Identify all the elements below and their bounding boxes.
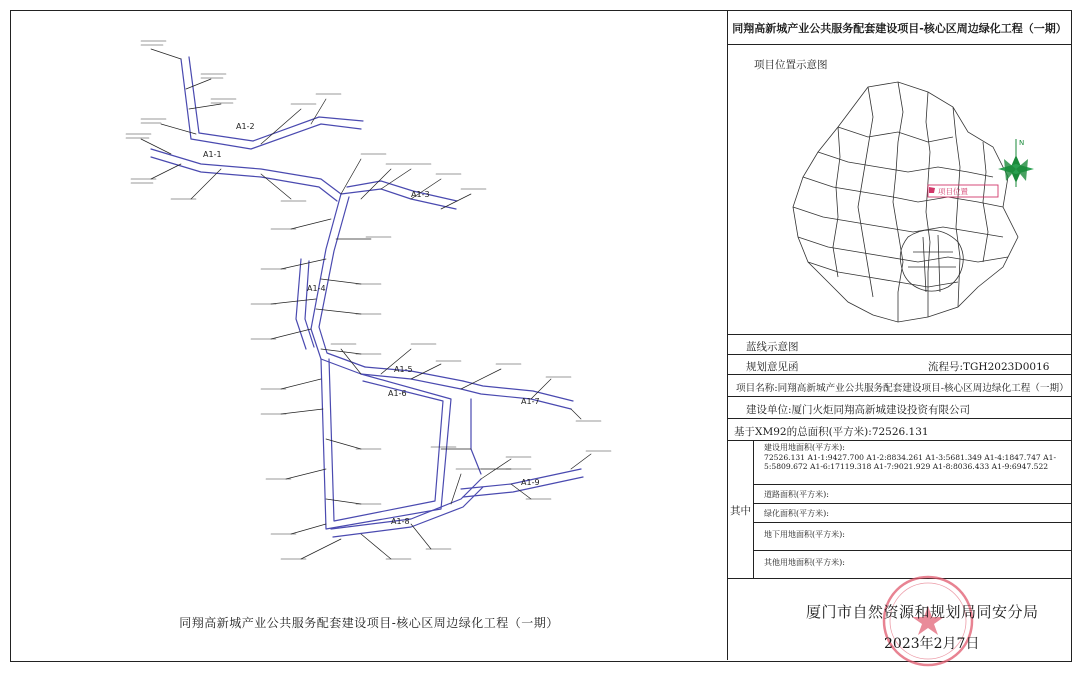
builder: 建设单位:厦门火炬同翔高新城建设投资有限公司 — [746, 404, 971, 416]
total-area-row — [728, 419, 1071, 441]
road-area-row — [754, 485, 1071, 504]
area-breakdown — [728, 441, 1071, 579]
drawing-sheet — [10, 10, 1072, 662]
serial-number: 流程号:TGH2023D0016 — [928, 361, 1050, 373]
parcel-label-a1-8: A1-8 — [391, 517, 410, 526]
other-area-label: 其他用地面积(平方米): — [764, 558, 845, 567]
project-name-row — [728, 375, 1071, 397]
svg-text:N: N — [1019, 139, 1025, 147]
issue-date: 2023年2月7日 — [884, 636, 980, 652]
location-map — [778, 77, 1038, 329]
project-name: 项目名称:同翔高新城产业公共服务配套建设项目-核心区周边绿化工程（一期） — [736, 383, 1069, 394]
north-arrow-icon — [998, 139, 1034, 187]
parcel-label-a1-6: A1-6 — [388, 389, 407, 398]
project-marker-label: 项目位置 — [938, 187, 968, 196]
blueline-row — [728, 335, 1071, 355]
parcel-label-a1-7: A1-7 — [521, 397, 540, 406]
total-area: 基于XM92的总面积(平方米):72526.131 — [734, 426, 929, 438]
road-area-label: 道路面积(平方米): — [764, 490, 829, 499]
underground-area-label: 地下用地面积(平方米): — [764, 530, 845, 539]
build-area-row — [754, 441, 1071, 485]
location-map-label: 项目位置示意图 — [754, 59, 828, 71]
plan-title: 同翔高新城产业公共服务配套建设项目-核心区周边绿化工程（一期） — [179, 616, 559, 630]
blueline-plan-map — [111, 29, 631, 599]
parcel-label-a1-1: A1-1 — [203, 150, 222, 159]
opinion-label: 规划意见函 — [746, 361, 799, 373]
blueline-label: 蓝线示意图 — [746, 341, 799, 353]
location-map-box — [728, 45, 1071, 335]
parcel-label-a1-5: A1-5 — [394, 365, 413, 374]
info-panel — [728, 11, 1071, 661]
green-area-row — [754, 504, 1071, 523]
underground-area-row — [754, 523, 1071, 551]
opinion-row — [728, 355, 1071, 375]
blueline-plan-panel — [11, 11, 728, 660]
parcel-label-a1-4: A1-4 — [307, 284, 326, 293]
build-area-value: 72526.131 A1-1:9427.700 A1-2:8834.261 A1-3:5681.349 A1-4:1847.747 A1-5:5809.672 A1-6:17119.318 A1-7:9021.929 A1-8:8036.433 A1-9:6947.522 — [764, 453, 1057, 471]
parcel-label-a1-2: A1-2 — [236, 122, 255, 131]
project-title: 同翔高新城产业公共服务配套建设项目-核心区周边绿化工程（一期） — [728, 11, 1071, 45]
green-area-label: 绿化面积(平方米): — [764, 509, 829, 518]
parcel-label-a1-3: A1-3 — [411, 190, 430, 199]
parcel-label-a1-9: A1-9 — [521, 478, 540, 487]
builder-row — [728, 397, 1071, 419]
qizhong-label: 其中 — [728, 441, 754, 579]
authority-name: 厦门市自然资源和规划局同安分局 — [806, 603, 1039, 621]
build-area-label: 建设用地面积(平方米): — [764, 443, 845, 452]
